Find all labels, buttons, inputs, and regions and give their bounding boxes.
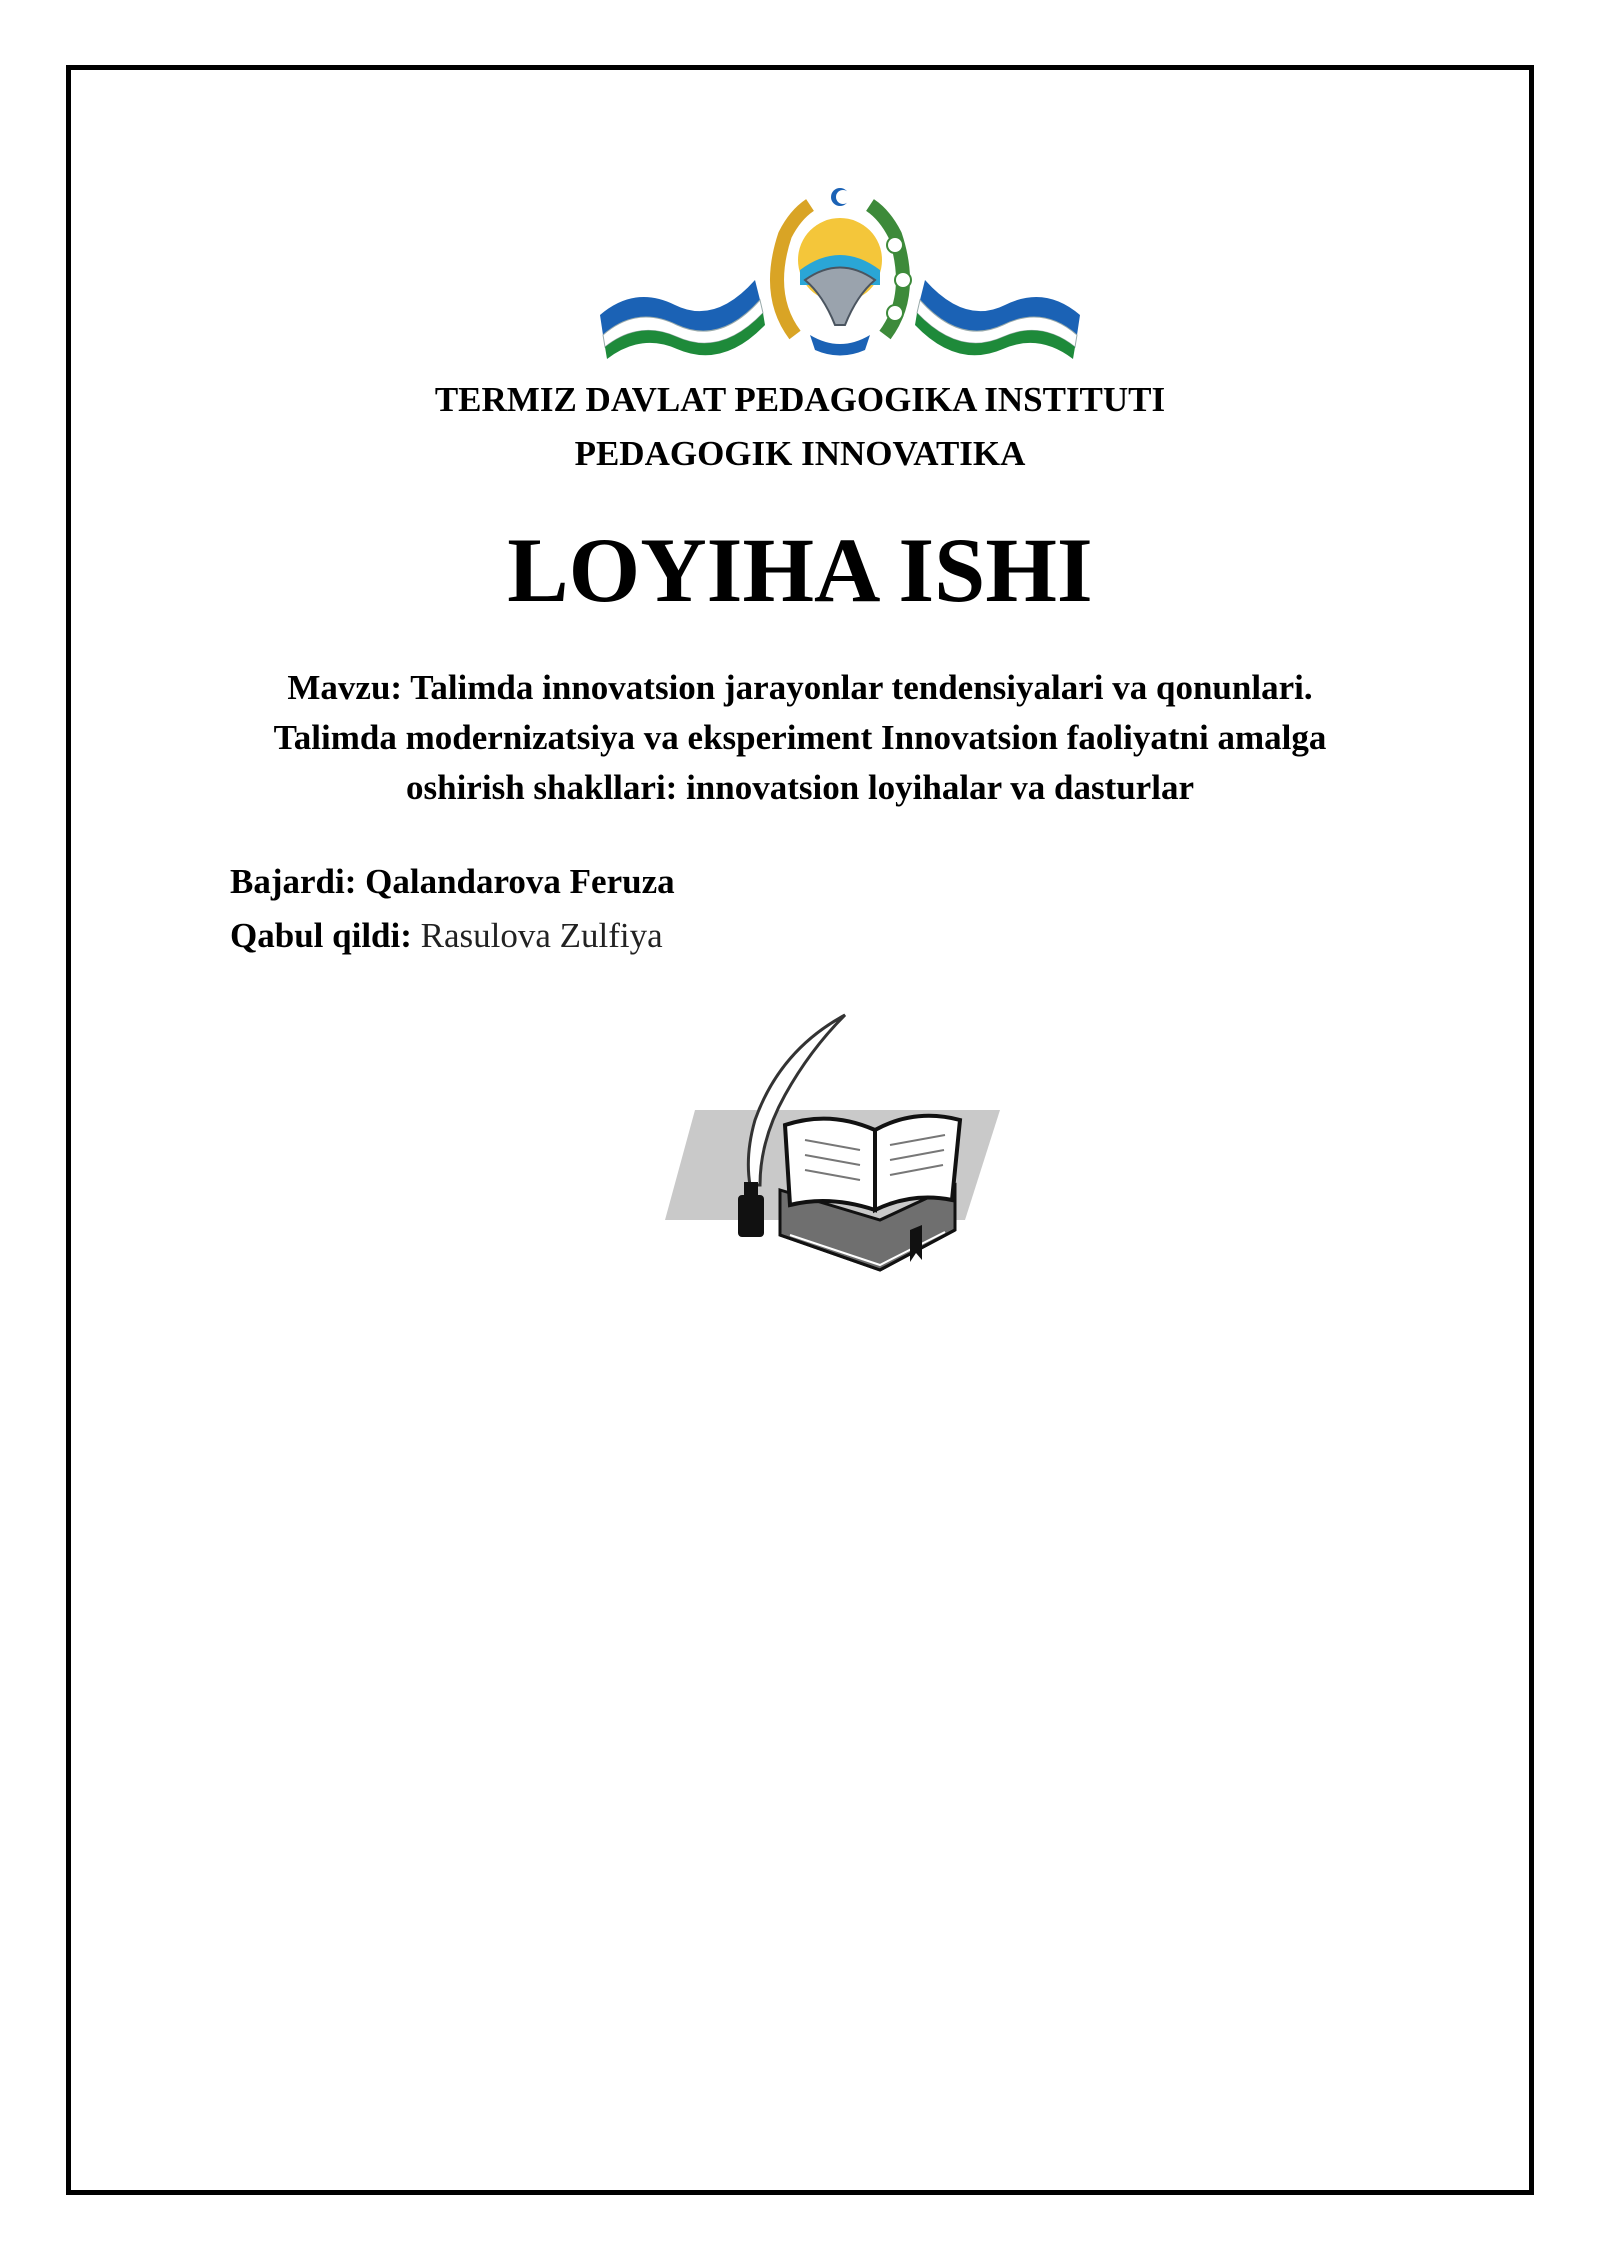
document-title: LOYIHA ISHI <box>507 519 1093 621</box>
department-name: PEDAGOGIK INNOVATIKA <box>574 434 1026 473</box>
topic-line-2: Talimda modernizatsiya va eksperiment Innovatsion faoliyatni amalga <box>273 718 1327 757</box>
topic-line-3: oshirish shakllari: innovatsion loyihalar va dasturlar <box>406 768 1194 807</box>
accepted-by-value: Rasulova Zulfiya <box>420 916 663 955</box>
done-by-value: Qalandarova Feruza <box>365 862 675 901</box>
institute-name: TERMIZ DAVLAT PEDAGOGIKA INSTITUTI <box>434 380 1166 419</box>
done-by-label: Bajardi: <box>230 862 357 901</box>
uzbekistan-state-emblem-icon <box>595 185 1085 360</box>
accepted-by-label: Qabul qildi: <box>230 916 412 955</box>
book-and-quill-icon <box>660 1010 1020 1310</box>
topic-line-1: Mavzu: Talimda innovatsion jarayonlar tendensiyalari va qonunlari. <box>287 668 1313 707</box>
accepted-by-row <box>230 916 663 956</box>
done-by-row <box>230 862 675 902</box>
